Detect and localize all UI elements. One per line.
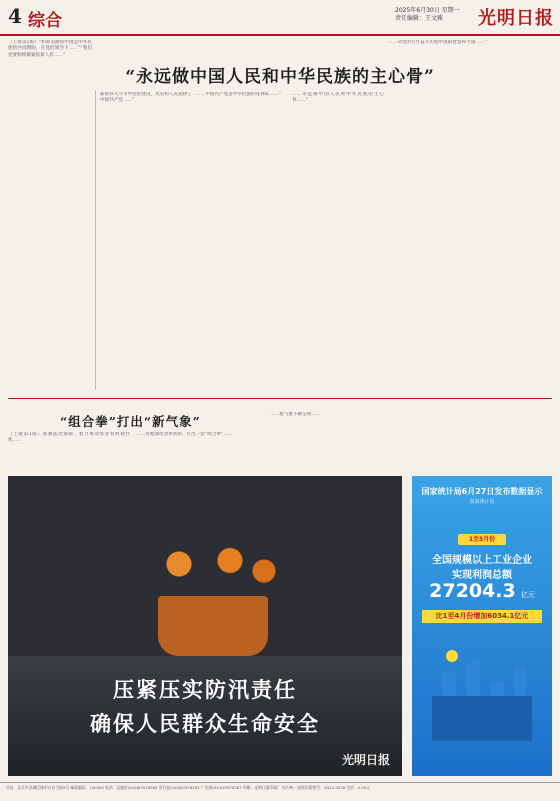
poster-slogan-line-2: 确保人民群众生命安全 [90, 712, 320, 736]
infographic-growth-note: 比1至4月份增加6034.1亿元 [422, 610, 542, 623]
edition-date: 2025年6月30日 星期一 [395, 7, 460, 14]
second-article-col-2 [136, 432, 264, 472]
second-article-col-3 [270, 412, 402, 472]
second-article-paragraph: ……各地深化改革创新，打出一套“组合拳”…… [136, 432, 233, 437]
poster-signature: 光明日报 [341, 753, 390, 767]
infographic-period-tag: 1至5月份 [458, 534, 506, 545]
main-article-paragraph: 新的伟大斗争中党的建设，历史和人民选择了中国共产党……” [100, 92, 192, 104]
edition-editor: 责任编辑：王文雅 [395, 15, 444, 22]
second-article-paragraph: （上接第1版）加强法治保障，着力推动农业农村现代化…… [8, 432, 130, 444]
section-divider [8, 398, 552, 399]
main-article-paragraph: ……永远做中国人民和中华民族的主心骨……” [292, 92, 384, 104]
factory-illustration-icon [422, 636, 542, 746]
rescue-boat-image [158, 596, 268, 656]
section-title: 综合 [28, 11, 62, 31]
main-article-lead: （上接第1版）“和谐美丽的中国是中华民族的共同期盼，在党的领导下……”“我们党要始终紧紧依靠人民……” [8, 40, 92, 58]
second-article-col-1 [8, 432, 130, 472]
main-article-paragraph: ……中国共产党是中华民族的先锋队……” [196, 92, 282, 97]
infographic-line-2: 实现利润总额 [452, 570, 512, 581]
main-article-col-4 [292, 92, 384, 395]
infographic-source: 国家统计局 [469, 499, 495, 505]
main-headline: “永远做中国人民和中华民族的主心骨” [125, 67, 435, 87]
infographic-title: 国家统计局6月27日发布数据显示 [421, 487, 543, 496]
profit-unit: 亿元 [520, 591, 535, 599]
profit-total-number: 27204.3 [429, 580, 516, 602]
main-article-paragraph: ……从党的百年奋斗历程中汲取智慧和力量……” [388, 40, 487, 45]
paper-logo: 光明日报 [478, 8, 554, 29]
second-headline: “组合拳”打出“新气象” [60, 414, 201, 429]
poster-slogan-line-1: 压紧压实防汛责任 [113, 678, 297, 702]
flood-prevention-poster [8, 476, 402, 776]
main-article-col-5 [388, 40, 552, 395]
page-number: 4 [8, 4, 22, 28]
masthead [0, 0, 560, 36]
industrial-profit-infographic [412, 476, 552, 776]
footer-imprint: 社址：北京市西城区珠市口东大街5号 邮政编码：100050 电话：总编室(010)67078282 发行部(010)67078255 广告部(010)67078267 印刷：光明日报印刷厂 国内统一连续出版物号：CN11-0026 定价：2.00元 [0, 782, 560, 801]
main-article-col-3 [196, 92, 288, 395]
main-article-col-2 [100, 92, 192, 395]
infographic-figure [422, 580, 542, 602]
main-article-col-1 [8, 40, 92, 395]
second-article-paragraph: ……新气象不断呈现…… [270, 412, 321, 417]
infographic-line-1: 全国规模以上工业企业 [432, 555, 532, 566]
edition-meta [395, 7, 475, 23]
